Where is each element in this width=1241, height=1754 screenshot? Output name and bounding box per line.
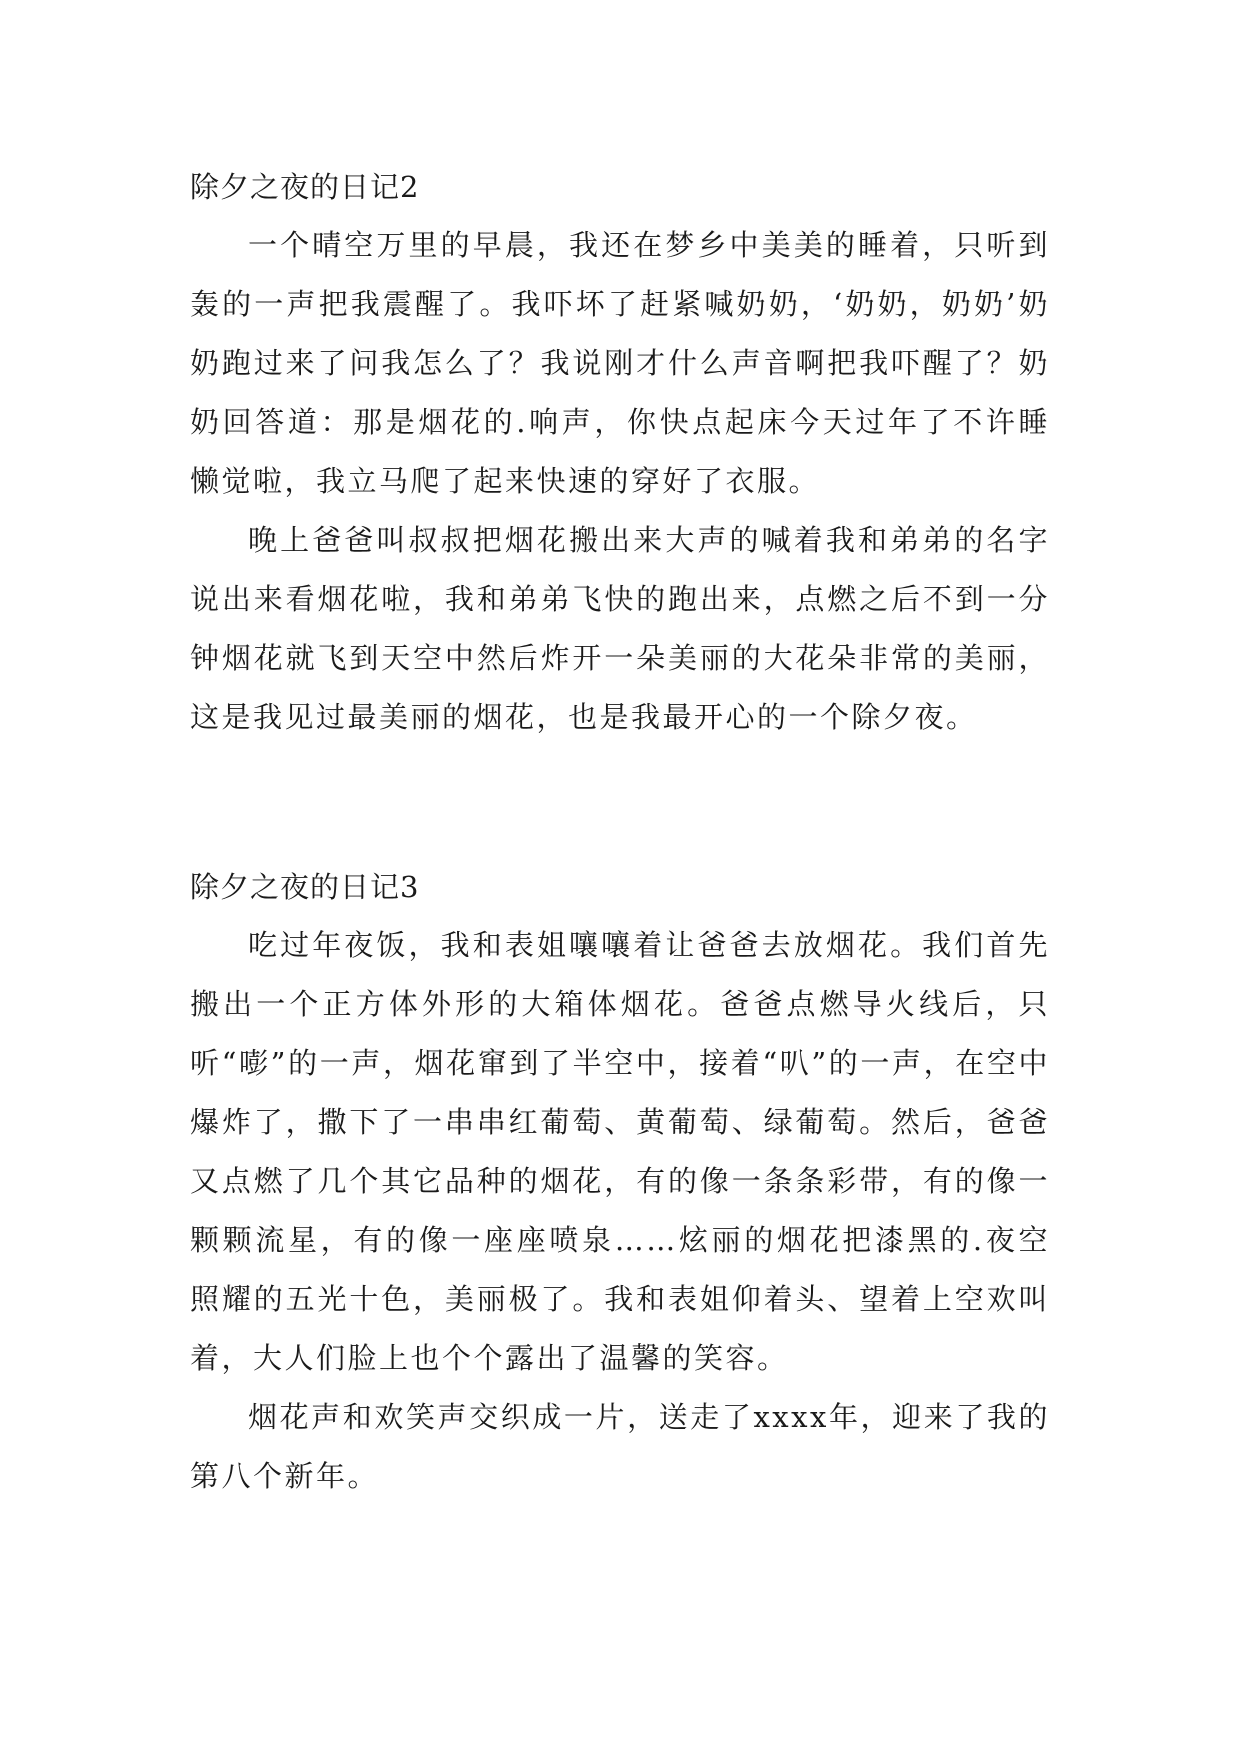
- entry-paragraph: 吃过年夜饭，我和表姐嚷嚷着让爸爸去放烟花。我们首先搬出一个正方体外形的大箱体烟花。爸爸点燃导火线后，只听“嘭”的一声，烟花窜到了半空中，接着“叭”的一声，在空中爆炸了，撒下了一串串红葡萄、黄葡萄、绿葡萄。然后，爸爸又点燃了几个其它品种的烟花，有的像一条条彩带，有的像一颗颗流星，有的像一座座喷泉……炫丽的烟花把漆黑的.夜空照耀的五光十色，美丽极了。我和表姐仰着头、望着上空欢叫着，大人们脸上也个个露出了温馨的笑容。: [190, 928, 1050, 1375]
- entry-title: 除夕之夜的日记3: [190, 870, 420, 904]
- entry-paragraph: 烟花声和欢笑声交织成一片，送走了xxxx年，迎来了我的第八个新年。: [190, 1400, 1050, 1493]
- entry-paragraph: 一个晴空万里的早晨，我还在梦乡中美美的睡着，只听到轰的一声把我震醒了。我吓坏了赶紧喊奶奶，‘奶奶，奶奶’奶奶跑过来了问我怎么了？我说刚才什么声音啊把我吓醒了？奶奶回答道：那是烟花的.响声，你快点起床今天过年了不许睡懒觉啦，我立马爬了起来快速的穿好了衣服。: [190, 228, 1050, 498]
- entry-title: 除夕之夜的日记2: [190, 170, 420, 204]
- diary-entry-2: [190, 158, 1050, 747]
- diary-entry-3: [190, 858, 1050, 1506]
- entry-paragraph: 晚上爸爸叫叔叔把烟花搬出来大声的喊着我和弟弟的名字说出来看烟花啦，我和弟弟飞快的跑出来，点燃之后不到一分钟烟花就飞到天空中然后炸开一朵美丽的大花朵非常的美丽，这是我见过最美丽的烟花，也是我最开心的一个除夕夜。: [190, 523, 1050, 734]
